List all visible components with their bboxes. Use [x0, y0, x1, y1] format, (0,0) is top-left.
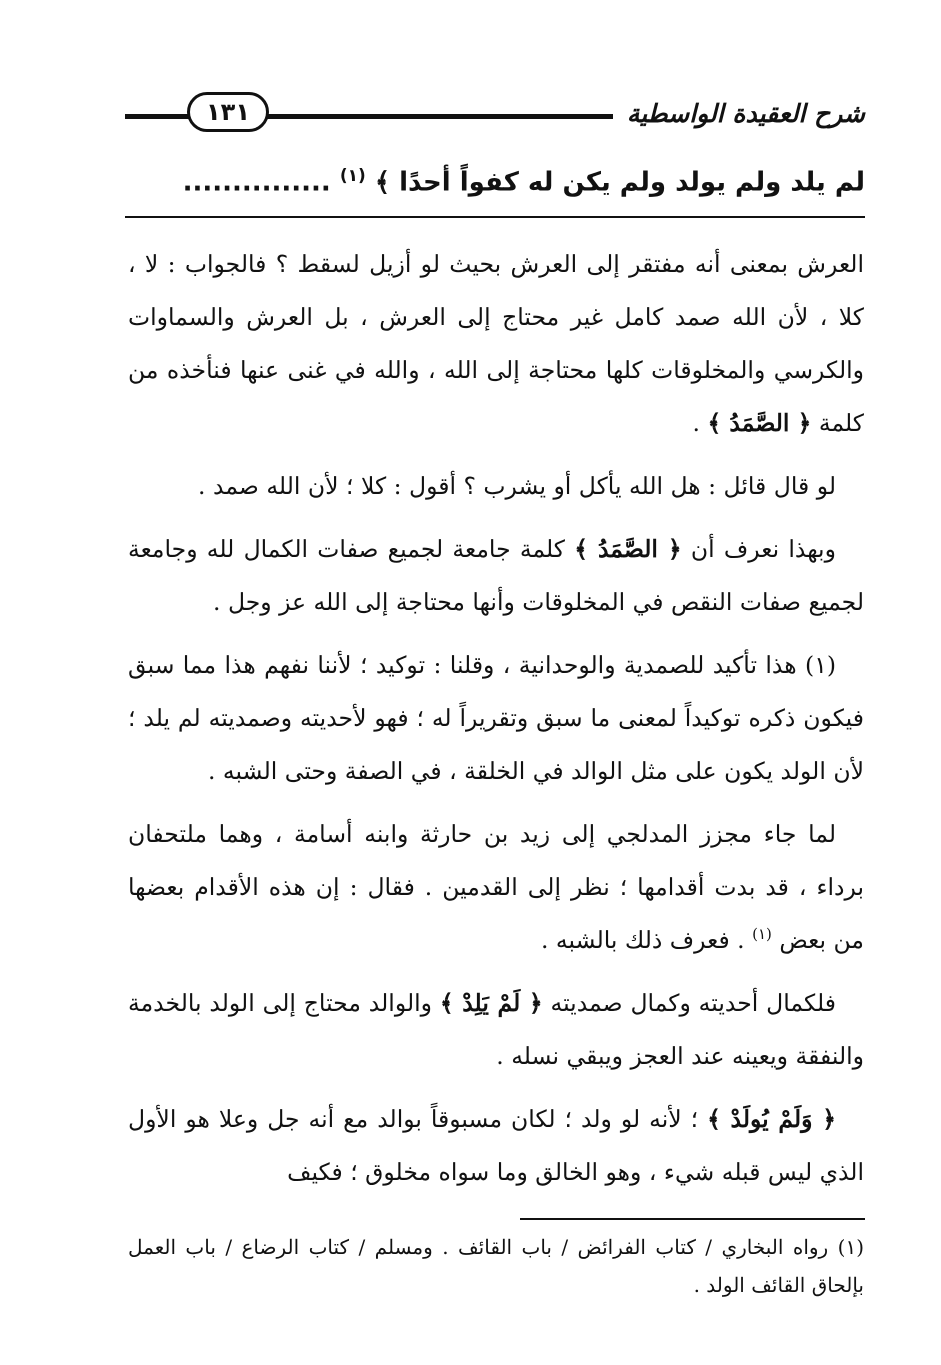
paragraph-4	[128, 639, 864, 798]
paragraph-1	[128, 238, 864, 450]
paragraph-3	[128, 523, 864, 629]
quran-word: ﴿ لَمْ يَلِدْ ﴾	[439, 989, 543, 1017]
quran-word: ﴿ وَلَمْ يُولَدْ ﴾	[707, 1105, 836, 1133]
paragraph-5-end: . فعرف ذلك بالشبه .	[540, 926, 753, 954]
heading-rule	[125, 216, 865, 218]
paragraph-3-start: وبهذا نعرف أن	[690, 535, 836, 563]
footnote: (١) رواه البخاري / كتاب الفرائض / باب القائف . ومسلم / كتاب الرضاع / باب العمل بإلحاق القائف الولد .	[128, 1235, 864, 1297]
paragraph-2-text: لو قال قائل : هل الله يأكل أو يشرب ؟ أقول : كلا ؛ لأن الله صمد .	[198, 472, 836, 500]
verse-heading-dots: ...............	[182, 167, 331, 198]
paragraph-3-text: كلمة جامعة لجميع صفات الكمال لله وجامعة لجميع صفات النقص في المخلوقات وأنها محتاجة إلى الله عز وجل .	[128, 535, 864, 616]
footnote-ref: (١)	[752, 925, 772, 944]
body-text	[128, 238, 864, 1209]
page-number: ١٣١	[187, 92, 269, 132]
verse-footnote-ref: (١)	[339, 166, 366, 186]
paragraph-6	[128, 977, 864, 1083]
verse-heading	[125, 152, 865, 200]
paragraph-6-start: فلكمال أحديته وكمال صمديته	[550, 989, 836, 1017]
paragraph-7	[128, 1093, 864, 1199]
paragraph-1-end: .	[692, 409, 708, 437]
paragraph-1-text: العرش بمعنى أنه مفتقر إلى العرش بحيث لو أزيل لسقط ؟ فالجواب : لا ، كلا ، لأن الله صمد كامل غير محتاج إلى العرش ، بل العرش والسماوات والكرسي والمخلوقات كلها محتاجة إلى الله ، والله في غنى عنها فنأخذه من كلمة	[128, 250, 864, 437]
book-title: شرح العقيدة الواسطية	[613, 94, 865, 134]
paragraph-6-text: والوالد محتاج إلى الولد بالخدمة والنفقة ويعينه عند العجز ويبقي نسله .	[128, 989, 864, 1070]
running-header	[125, 92, 865, 138]
quran-word: ﴿ الصَّمَدُ ﴾	[574, 535, 682, 563]
footnote-rule	[520, 1218, 865, 1220]
paragraph-5-text: لما جاء مجزز المدلجي إلى زيد بن حارثة وابنه أسامة ، وهما ملتحفان برداء ، قد بدت أقدامها ؛ نظر إلى القدمين . فقال : إن هذه الأقدام بعضها من بعض	[128, 820, 864, 954]
verse-heading-text: لم يلد ولم يولد ولم يكن له كفواً أحدًا ﴾	[374, 167, 865, 198]
paragraph-4-text: (١) هذا تأكيد للصمدية والوحدانية ، وقلنا : توكيد ؛ لأننا نفهم هذا مما سبق فيكون ذكره توكيداً لمعنى ما سبق وتقريراً له ؛ فهو لأحديته وصمديته لم يلد ؛ لأن الولد يكون على مثل الوالد في الخلقة ، في الصفة وحتى الشبه .	[128, 651, 864, 785]
paragraph-2	[128, 460, 864, 513]
paragraph-7-text: ؛ لأنه لو ولد ؛ لكان مسبوقاً بوالد مع أنه جل وعلا هو الأول الذي ليس قبله شيء ، وهو الخالق وما سواه مخلوق ؛ فكيف	[128, 1105, 864, 1186]
paragraph-5	[128, 808, 864, 967]
quran-word: ﴿ الصَّمَدُ ﴾	[707, 409, 812, 437]
